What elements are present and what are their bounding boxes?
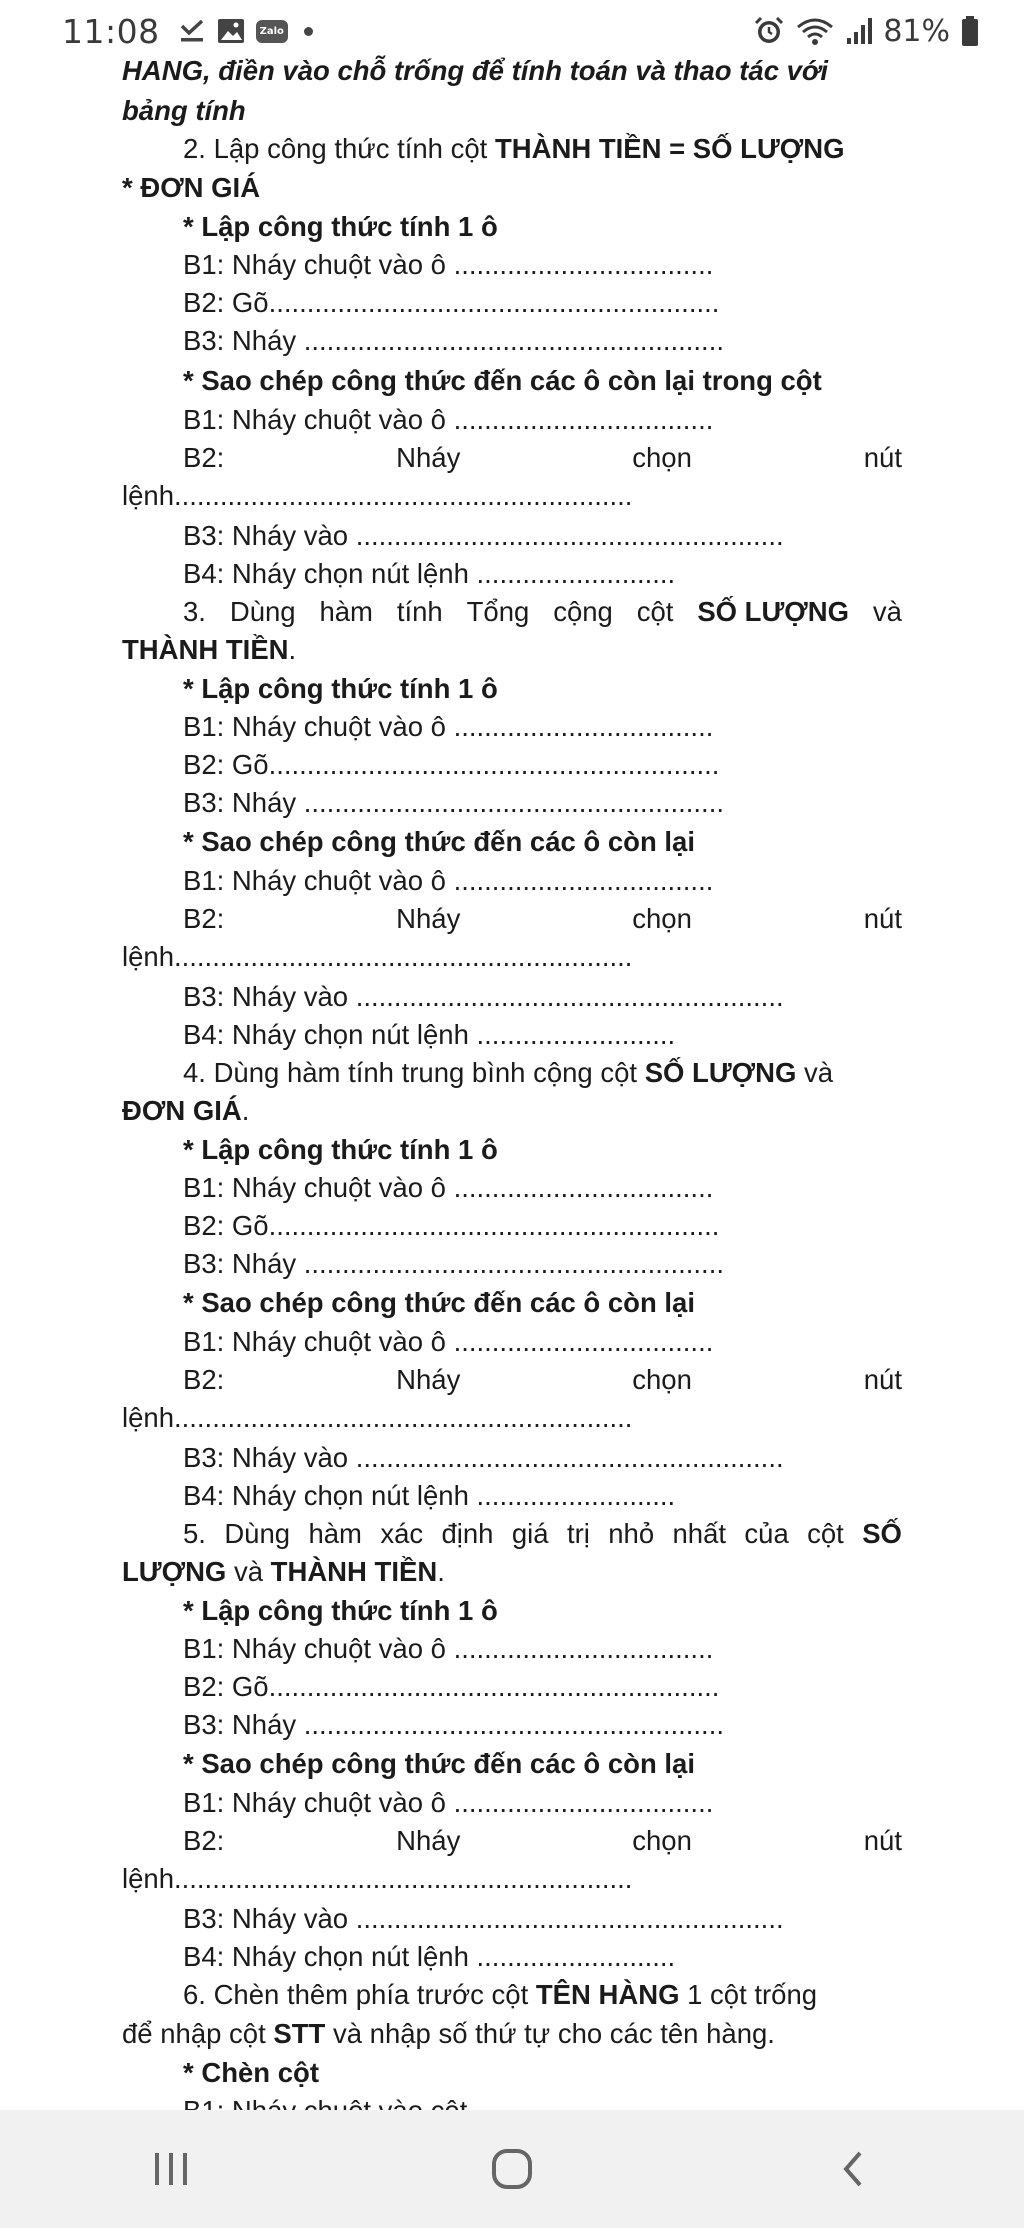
status-time: 11:08 xyxy=(62,11,160,51)
step-b3: B3: Nháy ....................................................... xyxy=(183,787,724,818)
insert-column-heading: * Chèn cột xyxy=(183,2057,319,2088)
back-icon xyxy=(838,2149,868,2189)
step-b2: B2: Gõ........................................................... xyxy=(183,749,720,780)
step-b1: B1: Nháy chuột vào ô .................................. xyxy=(183,1787,714,1818)
copy-heading: * Sao chép công thức đến các ô còn lại trong cột xyxy=(183,365,822,396)
section-4-title-cont: ĐƠN GIÁ. xyxy=(122,1095,250,1126)
back-button[interactable] xyxy=(793,2129,913,2209)
section-6-title: 6. Chèn thêm phía trước cột TÊN HÀNG 1 cột trống xyxy=(183,1979,818,2010)
step-b4: B4: Nháy chọn nút lệnh .......................... xyxy=(183,558,676,589)
copy-heading: * Sao chép công thức đến các ô còn lại xyxy=(183,1287,695,1318)
battery-icon xyxy=(960,15,980,47)
step-b3: B3: Nháy vào ........................................................ xyxy=(183,1442,784,1473)
zalo-notification-icon: Zalo xyxy=(256,20,288,43)
step-b2: B2: Gõ........................................................... xyxy=(183,287,720,318)
step-b1: B1: Nháy chuột vào ô .................................. xyxy=(183,865,714,896)
step-b2: B2: Gõ........................................................... xyxy=(183,1671,720,1702)
step-b2-justified: B2: Nháy chọn nút xyxy=(183,903,902,934)
step-b2: B2: Gõ........................................................... xyxy=(183,1210,720,1241)
step-b2-cont: lệnh............................................................ xyxy=(122,480,633,511)
doc-line: HANG, điền vào chỗ trống để tính toán và thao tác với xyxy=(122,55,829,86)
step-b2-justified: B2: Nháy chọn nút xyxy=(183,442,902,473)
step-b3: B3: Nháy ....................................................... xyxy=(183,1248,724,1279)
step-b3: B3: Nháy ....................................................... xyxy=(183,1709,724,1740)
copy-heading: * Sao chép công thức đến các ô còn lại xyxy=(183,826,695,857)
recent-apps-icon xyxy=(151,2151,191,2187)
step-b4: B4: Nháy chọn nút lệnh .......................... xyxy=(183,1019,676,1050)
gallery-icon xyxy=(216,17,246,45)
section-4-title: 4. Dùng hàm tính trung bình cộng cột SỐ LƯỢNG và xyxy=(183,1057,834,1088)
section-2-title: 2. Lập công thức tính cột THÀNH TIỀN = SỐ LƯỢNG xyxy=(183,133,845,164)
step-b2-cont: lệnh............................................................ xyxy=(122,941,633,972)
section-5-title: 5. Dùng hàm xác định giá trị nhỏ nhất của cột SỐ xyxy=(183,1518,902,1549)
section-3-title-cont: THÀNH TIỀN. xyxy=(122,634,297,665)
step-b2-justified: B2: Nháy chọn nút xyxy=(183,1364,902,1395)
battery-percent: 81% xyxy=(883,13,950,49)
signal-icon xyxy=(845,16,873,46)
formula-heading: * Lập công thức tính 1 ô xyxy=(183,1595,498,1626)
step-b4: B4: Nháy chọn nút lệnh .......................... xyxy=(183,1941,676,1972)
step-b2-cont: lệnh............................................................ xyxy=(122,1402,633,1433)
home-icon xyxy=(490,2147,534,2191)
formula-heading: * Lập công thức tính 1 ô xyxy=(183,1134,498,1165)
section-5-title-cont: LƯỢNG và THÀNH TIỀN. xyxy=(122,1556,445,1587)
alarm-icon xyxy=(753,15,785,47)
step-b2-cont: lệnh............................................................ xyxy=(122,1863,633,1894)
step-b1: B1: Nháy chuột vào ô .................................. xyxy=(183,1326,714,1357)
step-b3: B3: Nháy ....................................................... xyxy=(183,325,724,356)
step-b1: B1: Nháy chuột vào ô .................................. xyxy=(183,711,714,742)
step-b4: B4: Nháy chọn nút lệnh .......................... xyxy=(183,1480,676,1511)
step-b1: B1: Nháy chuột vào ô .................................. xyxy=(183,1172,714,1203)
download-done-icon xyxy=(178,17,206,45)
doc-line: bảng tính xyxy=(122,95,246,126)
formula-heading: * Lập công thức tính 1 ô xyxy=(183,211,498,242)
section-3-title: 3. Dùng hàm tính Tổng cộng cột SỐ LƯỢNG và xyxy=(183,596,902,627)
copy-heading: * Sao chép công thức đến các ô còn lại xyxy=(183,1748,695,1779)
step-b3: B3: Nháy vào ........................................................ xyxy=(183,981,784,1012)
section-2-title-cont: * ĐƠN GIÁ xyxy=(122,172,261,203)
navigation-bar xyxy=(0,2110,1024,2228)
step-b1: B1: Nháy chuột vào ô .................................. xyxy=(183,1633,714,1664)
formula-heading: * Lập công thức tính 1 ô xyxy=(183,673,498,704)
section-6-title-cont: để nhập cột STT và nhập số thứ tự cho các tên hàng. xyxy=(122,2018,775,2049)
step-b3: B3: Nháy vào ........................................................ xyxy=(183,520,784,551)
home-button[interactable] xyxy=(452,2129,572,2209)
step-b1: B1: Nháy chuột vào ô .................................. xyxy=(183,404,714,435)
wifi-icon xyxy=(795,15,835,47)
step-b3: B3: Nháy vào ........................................................ xyxy=(183,1903,784,1934)
recent-apps-button[interactable] xyxy=(111,2129,231,2209)
step-b2-justified: B2: Nháy chọn nút xyxy=(183,1825,902,1856)
step-b1: B1: Nháy chuột vào ô .................................. xyxy=(183,249,714,280)
more-notifications-icon xyxy=(304,27,313,36)
